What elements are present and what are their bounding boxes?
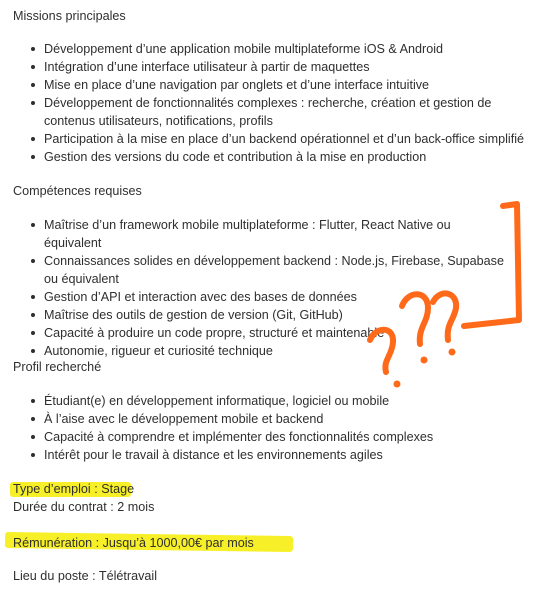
- list-item: Capacité à produire un code propre, structuré et maintenable: [13, 324, 508, 342]
- duration-text: Durée du contrat : 2 mois: [13, 500, 155, 514]
- list-item: Capacité à comprendre et implémenter des fonctionnalités complexes: [13, 428, 543, 446]
- list-item: Maîtrise d’un framework mobile multiplateforme : Flutter, React Native ou équivalent: [13, 216, 508, 252]
- skills-heading: Compétences requises: [13, 184, 142, 198]
- location-text: Lieu du poste : Télétravail: [13, 569, 157, 583]
- missions-list: [13, 40, 543, 166]
- list-item: Gestion d’API et interaction avec des bases de données: [13, 288, 508, 306]
- question-dot: [394, 381, 401, 388]
- job-type-text: Type d’emploi : Stage: [13, 482, 135, 496]
- list-item: Développement de fonctionnalités complexes : recherche, création et gestion de contenus utilisateurs, notifications, profils: [13, 94, 543, 130]
- list-item: Gestion des versions du code et contribution à la mise en production: [13, 148, 543, 166]
- missions-heading: Missions principales: [13, 9, 126, 23]
- list-item: Maîtrise des outils de gestion de version (Git, GitHub): [13, 306, 508, 324]
- profile-list: [13, 392, 543, 464]
- list-item: Intégration d’une interface utilisateur à partir de maquettes: [13, 58, 543, 76]
- list-item: Connaissances solides en développement backend : Node.js, Firebase, Supabase ou équivalent: [13, 252, 508, 288]
- list-item: Étudiant(e) en développement informatique, logiciel ou mobile: [13, 392, 543, 410]
- list-item: Développement d’une application mobile multiplateforme iOS & Android: [13, 40, 543, 58]
- list-item: Participation à la mise en place d’un backend opérationnel et d’un back-office simplifié: [13, 130, 543, 148]
- list-item: Mise en place d’une navigation par onglets et d’une interface intuitive: [13, 76, 543, 94]
- list-item: À l’aise avec le développement mobile et backend: [13, 410, 543, 428]
- list-item: Intérêt pour le travail à distance et les environnements agiles: [13, 446, 543, 464]
- salary-text: Rémunération : Jusqu’à 1000,00€ par mois: [13, 536, 254, 550]
- skills-list: [13, 216, 508, 360]
- list-item: Autonomie, rigueur et curiosité technique: [13, 342, 508, 360]
- profile-heading: Profil recherché: [13, 360, 102, 374]
